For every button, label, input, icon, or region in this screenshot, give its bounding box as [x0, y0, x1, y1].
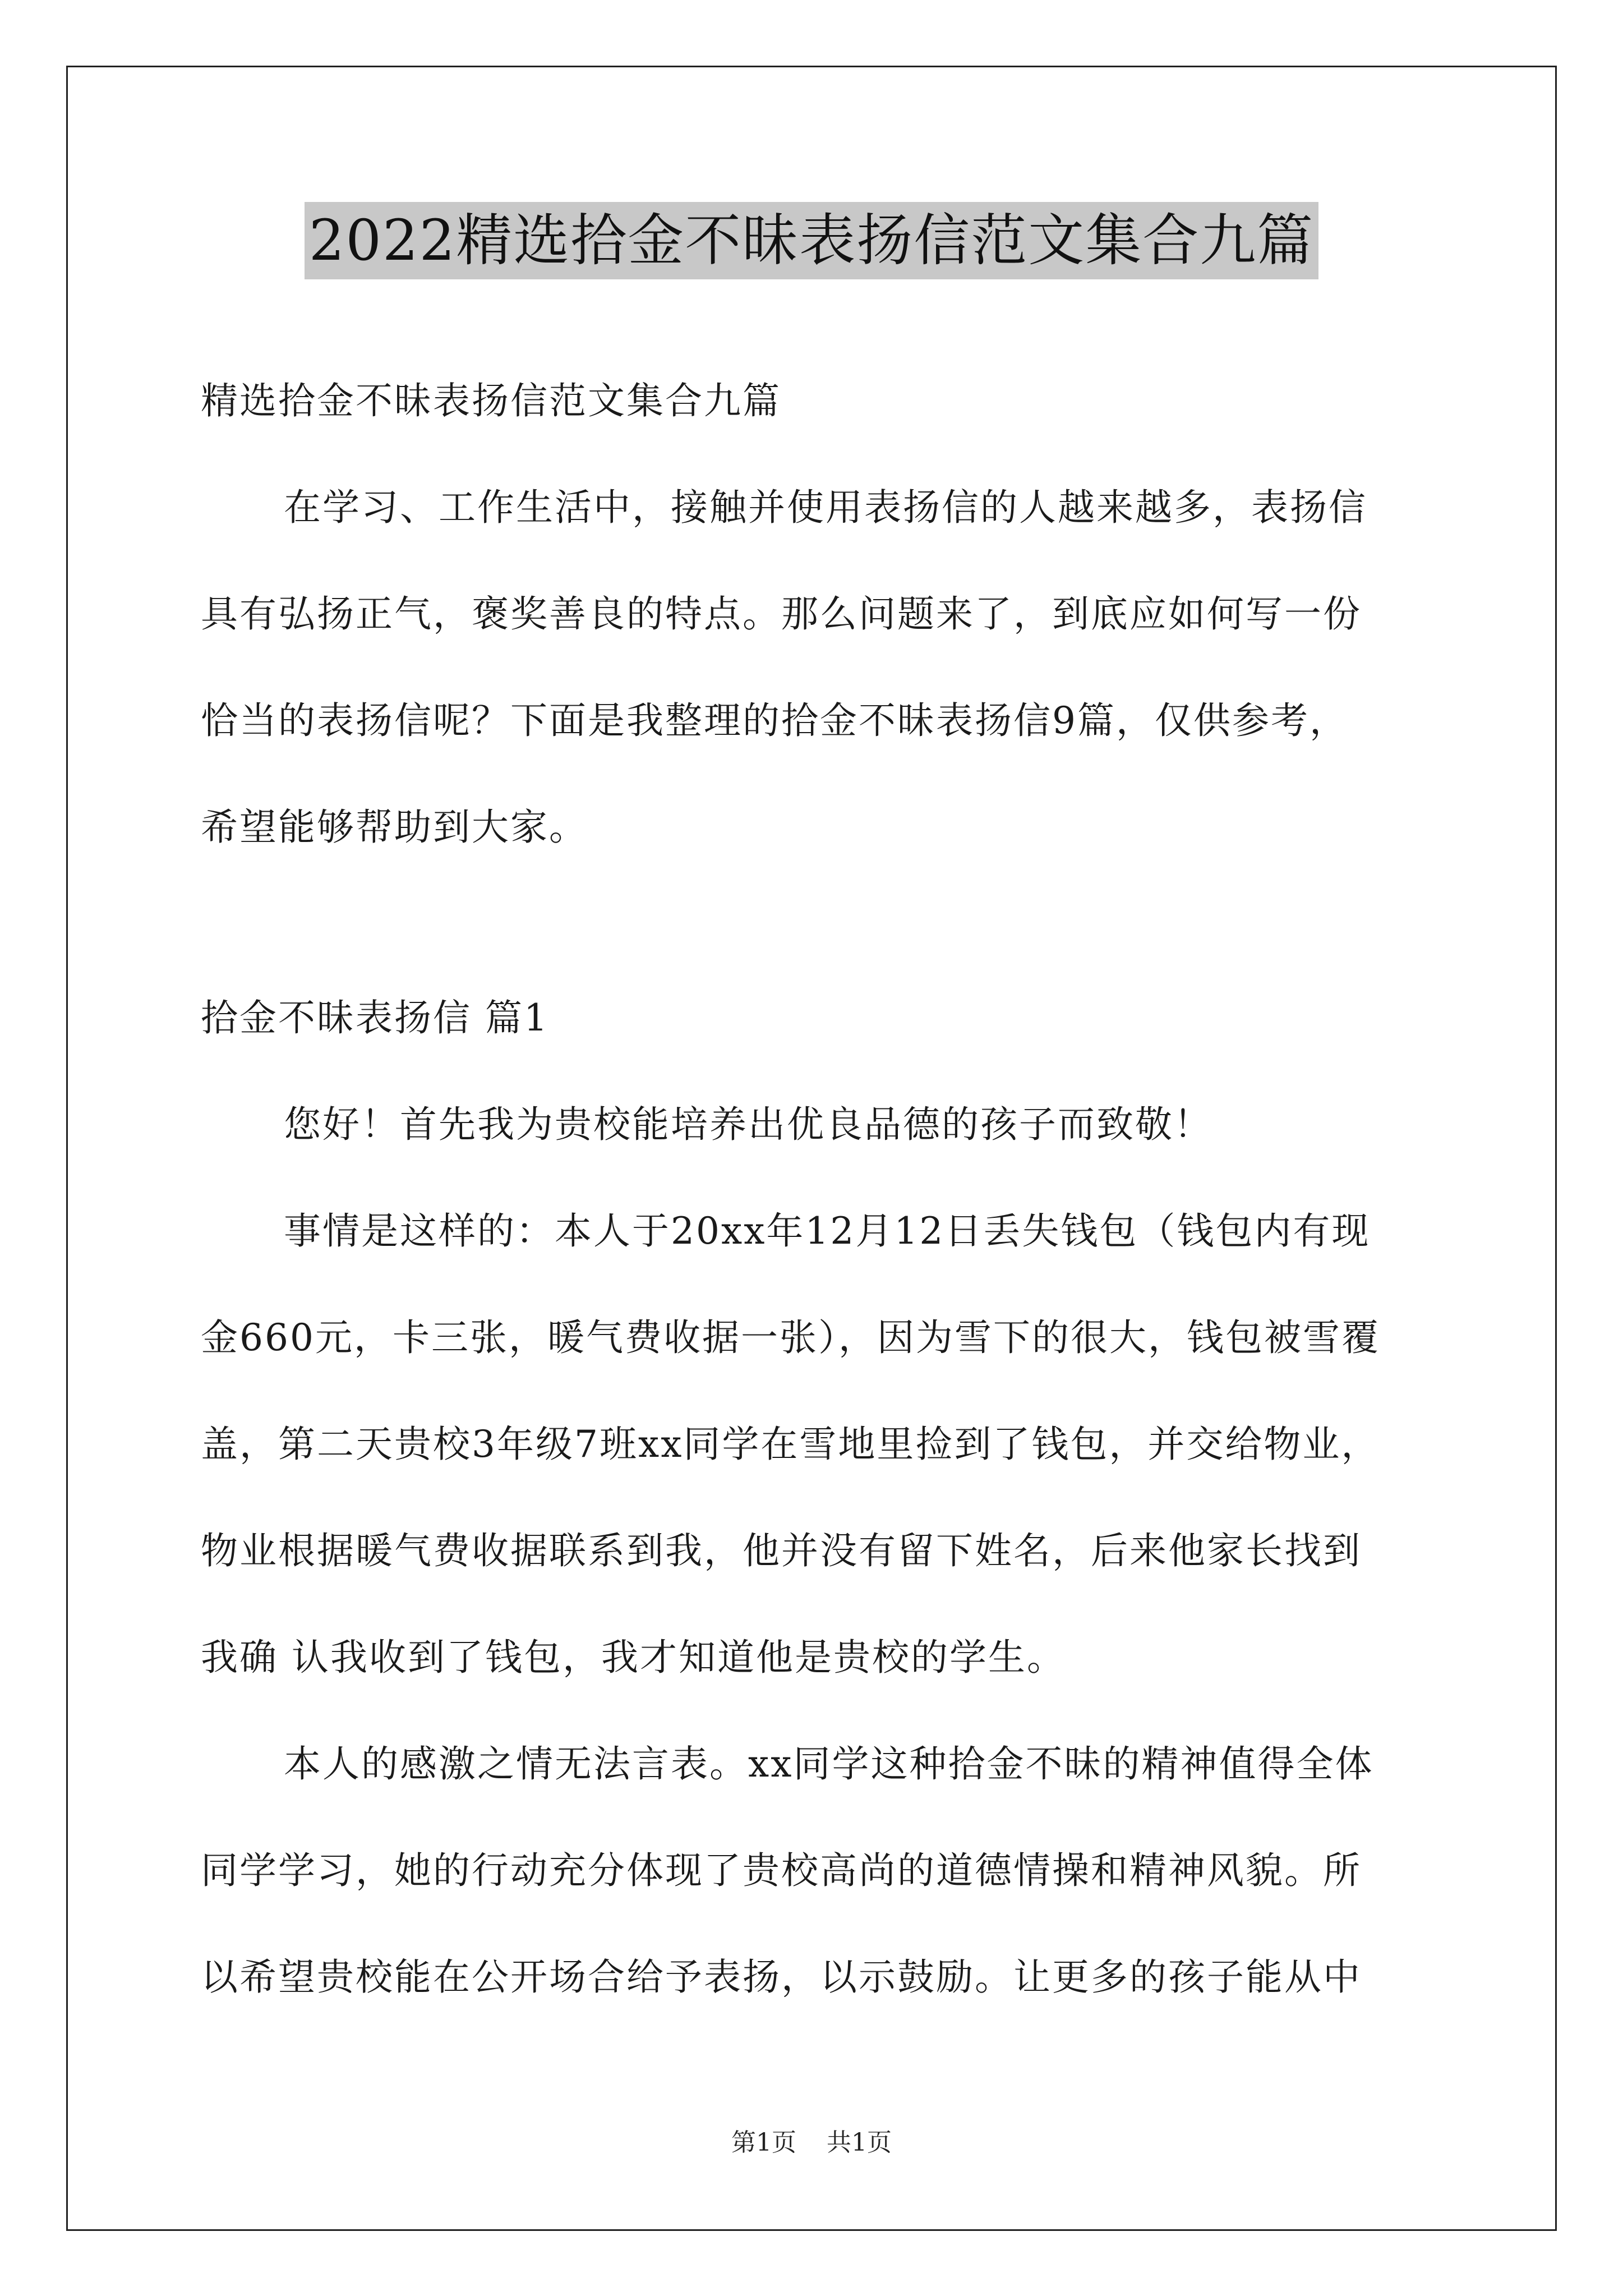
section-heading: 拾金不昧表扬信 篇1: [201, 996, 549, 1039]
paragraph-line: 事情是这样的：本人于20xx年12月12日丢失钱包（钱包内有现: [284, 1209, 1371, 1253]
paragraph-line: 盖，第二天贵校3年级7班xx同学在雪地里捡到了钱包，并交给物业，: [201, 1423, 1380, 1466]
page-footer: [0, 2126, 1623, 2160]
document-subtitle: 精选拾金不昧表扬信范文集合九篇: [201, 379, 781, 422]
page-number: 第1页: [731, 2128, 796, 2157]
intro-line: 具有弘扬正气，褒奖善良的特点。那么问题来了，到底应如何写一份: [201, 592, 1362, 636]
intro-line: 在学习、工作生活中，接触并使用表扬信的人越来越多，表扬信: [284, 486, 1367, 529]
intro-line: 恰当的表扬信呢？下面是我整理的拾金不昧表扬信9篇，仅供参考，: [201, 699, 1348, 742]
page-total: 共1页: [827, 2128, 892, 2157]
document-title: [0, 202, 1623, 279]
document-title-text: 2022精选拾金不昧表扬信范文集合九篇: [305, 202, 1319, 279]
greeting-line: 您好！首先我为贵校能培养出优良品德的孩子而致敬！: [284, 1103, 1212, 1146]
paragraph-line: 本人的感激之情无法言表。xx同学这种拾金不昧的精神值得全体: [284, 1742, 1374, 1786]
document-body: [201, 348, 1435, 2031]
paragraph-line: 我确 认我收到了钱包，我才知道他是贵校的学生。: [201, 1636, 1066, 1679]
intro-line: 希望能够帮助到大家。: [201, 806, 588, 849]
paragraph-line: 以希望贵校能在公开场合给予表扬，以示鼓励。让更多的孩子能从中: [201, 1955, 1362, 1999]
paragraph-line: 金660元，卡三张，暖气费收据一张），因为雪下的很大，钱包被雪覆: [201, 1316, 1380, 1359]
paragraph-line: 物业根据暖气费收据联系到我，他并没有留下姓名，后来他家长找到: [201, 1529, 1362, 1572]
paragraph-line: 同学学习，她的行动充分体现了贵校高尚的道德情操和精神风貌。所: [201, 1849, 1362, 1892]
